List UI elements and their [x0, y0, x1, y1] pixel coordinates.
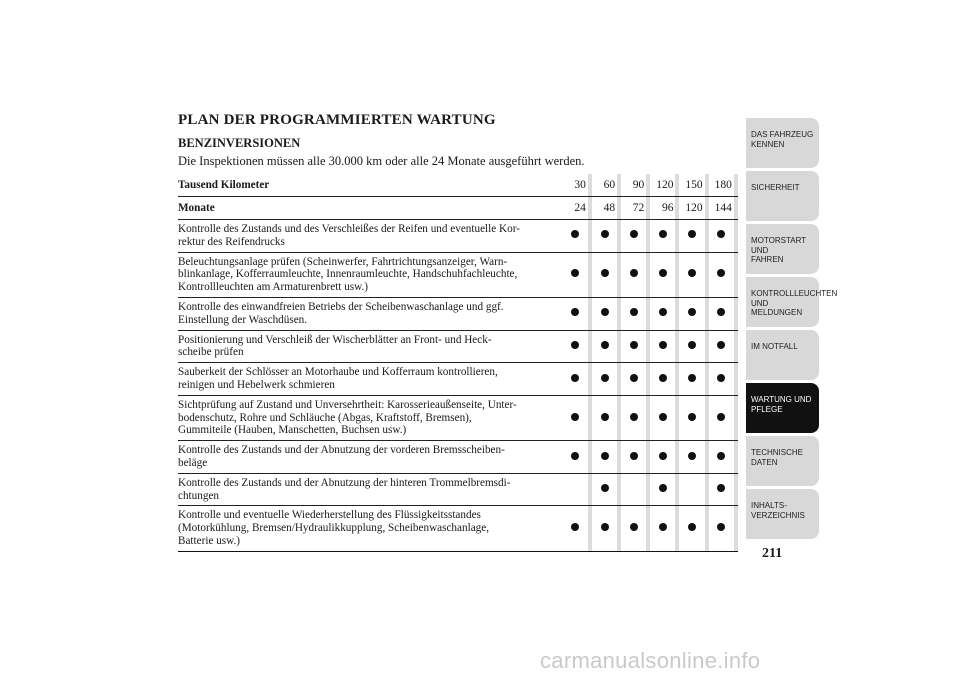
interval-cell	[709, 330, 734, 363]
interval-cell	[621, 363, 646, 396]
bullet-icon	[717, 523, 725, 531]
bullet-icon	[601, 341, 609, 349]
months-value: 96	[650, 197, 675, 220]
table-row	[178, 441, 738, 474]
bullet-icon	[659, 341, 667, 349]
interval-cell	[709, 473, 734, 506]
bullet-icon	[571, 341, 579, 349]
interval-cell	[679, 395, 704, 440]
page-title: PLAN DER PROGRAMMIERTEN WARTUNG	[178, 112, 496, 128]
interval-cell	[592, 363, 617, 396]
interval-cell	[709, 506, 734, 551]
table-row	[178, 252, 738, 297]
months-value: 144	[709, 197, 734, 220]
bullet-icon	[688, 341, 696, 349]
task-description: Kontrolle des Zustands und der Abnutzung der vorderen Bremsscheiben- beläge	[178, 441, 563, 474]
table-row	[178, 363, 738, 396]
interval-cell	[621, 252, 646, 297]
km-value: 150	[679, 174, 704, 197]
task-description: Kontrolle des Zustands und der Abnutzung der hinteren Trommelbremsdi- chtungen	[178, 473, 563, 506]
interval-cell	[563, 363, 588, 396]
km-value: 120	[650, 174, 675, 197]
bullet-icon	[688, 413, 696, 421]
task-description: Sichtprüfung auf Zustand und Unversehrtheit: Karosserieaußenseite, Unter- bodenschutz, Rohre und Schläuche (Abgas, Kraftstoff, Bremsen), Gummiteile (Hauben, Manschetten, Buchsen usw.)	[178, 395, 563, 440]
table-row	[178, 395, 738, 440]
section-subtitle: BENZINVERSIONEN	[178, 136, 301, 150]
bullet-icon	[630, 452, 638, 460]
chapter-tabs	[746, 118, 838, 542]
chapter-tab[interactable]: IM NOTFALL	[746, 330, 819, 380]
bullet-icon	[630, 523, 638, 531]
interval-cell	[650, 395, 675, 440]
interval-cell	[650, 252, 675, 297]
interval-cell	[709, 252, 734, 297]
bullet-icon	[601, 523, 609, 531]
chapter-tab[interactable]: INHALTS- VERZEICHNIS	[746, 489, 819, 539]
interval-cell	[563, 297, 588, 330]
interval-cell	[679, 252, 704, 297]
interval-cell	[621, 441, 646, 474]
bullet-icon	[688, 308, 696, 316]
table-row	[178, 220, 738, 253]
bullet-icon	[630, 230, 638, 238]
task-description: Kontrolle des Zustands und des Verschleißes der Reifen und eventuelle Kor- rektur des Reifendrucks	[178, 220, 563, 253]
interval-cell	[679, 330, 704, 363]
interval-cell	[592, 473, 617, 506]
interval-cell	[592, 506, 617, 551]
header-row-km	[178, 174, 738, 197]
interval-cell	[563, 220, 588, 253]
bullet-icon	[688, 374, 696, 382]
months-value: 24	[563, 197, 588, 220]
interval-cell	[709, 441, 734, 474]
bullet-icon	[717, 230, 725, 238]
column-separator	[734, 363, 738, 396]
interval-cell	[563, 473, 588, 506]
chapter-tab[interactable]: WARTUNG UND PFLEGE	[746, 383, 819, 433]
bullet-icon	[571, 230, 579, 238]
months-label: Monate	[178, 197, 563, 220]
interval-cell	[592, 395, 617, 440]
table-row	[178, 473, 738, 506]
column-separator	[734, 473, 738, 506]
interval-cell	[709, 220, 734, 253]
bullet-icon	[630, 341, 638, 349]
bullet-icon	[688, 230, 696, 238]
task-description: Kontrolle und eventuelle Wiederherstellung des Flüssigkeitsstandes (Motorkühlung, Bremsen/Hydraulikkupplung, Scheibenwaschanlage, Batterie usw.)	[178, 506, 563, 551]
km-value: 60	[592, 174, 617, 197]
interval-cell	[650, 506, 675, 551]
chapter-tab[interactable]: TECHNISCHE DATEN	[746, 436, 819, 486]
bullet-icon	[571, 452, 579, 460]
bullet-icon	[659, 230, 667, 238]
interval-cell	[709, 297, 734, 330]
bullet-icon	[601, 374, 609, 382]
bullet-icon	[659, 413, 667, 421]
bullet-icon	[601, 269, 609, 277]
interval-cell	[621, 297, 646, 330]
column-separator	[734, 197, 738, 220]
bullet-icon	[630, 374, 638, 382]
bullet-icon	[717, 413, 725, 421]
bullet-icon	[688, 523, 696, 531]
bullet-icon	[601, 484, 609, 492]
bullet-icon	[630, 413, 638, 421]
interval-cell	[650, 473, 675, 506]
task-description: Positionierung und Verschleiß der Wischerblätter an Front- und Heck- scheibe prüfen	[178, 330, 563, 363]
interval-cell	[592, 252, 617, 297]
km-value: 90	[621, 174, 646, 197]
bullet-icon	[571, 523, 579, 531]
column-separator	[734, 252, 738, 297]
interval-cell	[650, 363, 675, 396]
interval-cell	[679, 297, 704, 330]
column-separator	[734, 506, 738, 551]
bullet-icon	[717, 308, 725, 316]
column-separator	[734, 174, 738, 197]
bullet-icon	[571, 374, 579, 382]
bullet-icon	[659, 374, 667, 382]
table-row	[178, 330, 738, 363]
bullet-icon	[688, 452, 696, 460]
interval-cell	[563, 441, 588, 474]
months-value: 72	[621, 197, 646, 220]
bullet-icon	[630, 308, 638, 316]
bullet-icon	[659, 484, 667, 492]
interval-cell	[679, 441, 704, 474]
interval-cell	[621, 220, 646, 253]
intro-text: Die Inspektionen müssen alle 30.000 km oder alle 24 Monate ausgeführt werden.	[178, 154, 585, 168]
task-description: Beleuchtungsanlage prüfen (Scheinwerfer, Fahrtrichtungsanzeiger, Warn- blinkanlage, Kofferraumleuchte, Innenraumleuchte, Handschuhfachleuchte, Kontrollleuchten am Armaturenbrett usw.)	[178, 252, 563, 297]
interval-cell	[621, 395, 646, 440]
interval-cell	[679, 473, 704, 506]
task-description: Sauberkeit der Schlösser an Motorhaube und Kofferraum kontrollieren, reinigen und Hebelwerk schmieren	[178, 363, 563, 396]
interval-cell	[679, 506, 704, 551]
interval-cell	[650, 220, 675, 253]
bullet-icon	[571, 308, 579, 316]
interval-cell	[592, 297, 617, 330]
chapter-tab[interactable]: SICHERHEIT	[746, 171, 819, 221]
bullet-icon	[601, 413, 609, 421]
interval-cell	[621, 473, 646, 506]
interval-cell	[563, 330, 588, 363]
table-row	[178, 297, 738, 330]
interval-cell	[563, 506, 588, 551]
bullet-icon	[688, 269, 696, 277]
bullet-icon	[717, 341, 725, 349]
header-row-months	[178, 197, 738, 220]
km-label: Tausend Kilometer	[178, 174, 563, 197]
bullet-icon	[659, 452, 667, 460]
task-description: Kontrolle des einwandfreien Betriebs der Scheibenwaschanlage und ggf. Einstellung der Waschdüsen.	[178, 297, 563, 330]
chapter-tab[interactable]: DAS FAHRZEUG KENNEN	[746, 118, 819, 168]
interval-cell	[592, 220, 617, 253]
interval-cell	[563, 252, 588, 297]
column-separator	[734, 297, 738, 330]
interval-cell	[679, 220, 704, 253]
chapter-tab[interactable]: MOTORSTART UND FAHREN	[746, 224, 819, 274]
page-number: 211	[762, 546, 783, 561]
interval-cell	[650, 441, 675, 474]
column-separator	[734, 330, 738, 363]
interval-cell	[563, 395, 588, 440]
column-separator	[734, 395, 738, 440]
bullet-icon	[717, 484, 725, 492]
bullet-icon	[717, 374, 725, 382]
months-value: 48	[592, 197, 617, 220]
interval-cell	[650, 330, 675, 363]
interval-cell	[709, 395, 734, 440]
bullet-icon	[571, 269, 579, 277]
bullet-icon	[601, 230, 609, 238]
km-value: 30	[563, 174, 588, 197]
maintenance-schedule-table	[178, 174, 738, 552]
bullet-icon	[717, 269, 725, 277]
interval-cell	[621, 506, 646, 551]
table-row	[178, 506, 738, 551]
bullet-icon	[630, 269, 638, 277]
interval-cell	[592, 330, 617, 363]
chapter-tab[interactable]: KONTROLLLEUCHTEN UND MELDUNGEN	[746, 277, 819, 327]
column-separator	[734, 441, 738, 474]
watermark: carmanualsonline.info	[540, 648, 761, 673]
km-value: 180	[709, 174, 734, 197]
interval-cell	[650, 297, 675, 330]
interval-cell	[709, 363, 734, 396]
bullet-icon	[717, 452, 725, 460]
bullet-icon	[659, 269, 667, 277]
bullet-icon	[659, 523, 667, 531]
bullet-icon	[601, 308, 609, 316]
bullet-icon	[571, 413, 579, 421]
interval-cell	[679, 363, 704, 396]
interval-cell	[621, 330, 646, 363]
bullet-icon	[601, 452, 609, 460]
bullet-icon	[659, 308, 667, 316]
column-separator	[734, 220, 738, 253]
months-value: 120	[679, 197, 704, 220]
interval-cell	[592, 441, 617, 474]
